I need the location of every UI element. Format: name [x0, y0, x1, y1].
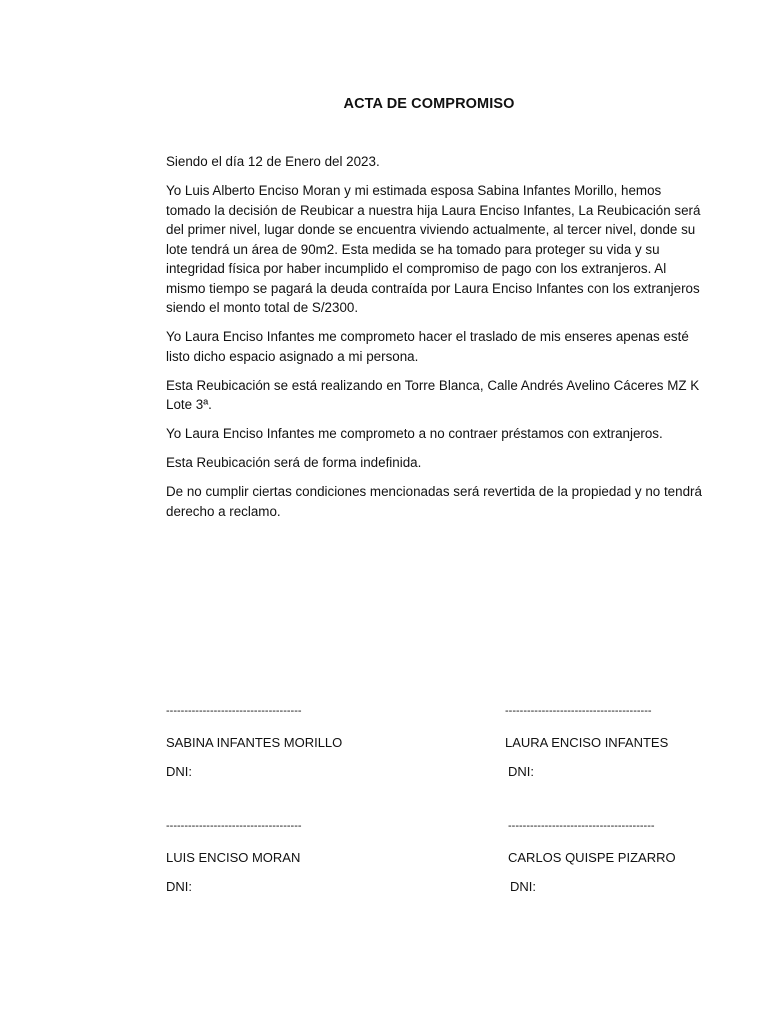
signature-block-sabina — [166, 703, 343, 780]
paragraph-location: Esta Reubicación se está realizando en Torre Blanca, Calle Andrés Avelino Cáceres MZ K Lote 3ª. — [166, 377, 700, 412]
document-body — [166, 152, 702, 531]
dni-label: DNI: — [166, 764, 192, 779]
dni-label: DNI: — [166, 879, 192, 894]
signature-line: ------------------------------------- — [166, 705, 302, 717]
signature-line: ---------------------------------------- — [508, 820, 655, 832]
signer-name: LAURA ENCISO INFANTES — [505, 735, 669, 750]
signer-name: CARLOS QUISPE PIZARRO — [508, 850, 676, 865]
signature-line: ------------------------------------- — [166, 820, 302, 832]
paragraph-indefinite: Esta Reubicación será de forma indefinida. — [166, 455, 422, 470]
signature-block-laura — [505, 703, 691, 780]
signature-block-luis — [166, 818, 338, 895]
paragraph-commitment-loans: Yo Laura Enciso Infantes me comprometo a no contraer préstamos con extranjeros. — [166, 426, 663, 441]
signature-block-carlos — [508, 818, 694, 895]
signature-line: ---------------------------------------- — [505, 705, 652, 717]
paragraph-commitment-move: Yo Laura Enciso Infantes me comprometo hacer el traslado de mis enseres apenas esté listo dicho espacio asignado a mi persona. — [166, 329, 689, 364]
document-title: ACTA DE COMPROMISO — [343, 96, 515, 112]
dni-label: DNI: — [510, 879, 536, 894]
paragraph-decision: Yo Luis Alberto Enciso Moran y mi estimada esposa Sabina Infantes Morillo, hemos tomado la decisión de Reubicar a nuestra hija Laura Enciso Infantes, La Reubicación será del primer nivel, lugar donde se encuentra viviendo actualmente, al tercer nivel, donde su lote tendrá un área de 90m2. Esta medida se ha tomado para proteger su vida y su integridad física por haber incumplido el compromiso de pago con los extranjeros. Al mismo tiempo se pagará la deuda contraída por Laura Enciso Infantes con los extranjeros siendo el monto total de S/2300. — [166, 183, 701, 315]
signer-name: LUIS ENCISO MORAN — [166, 850, 301, 865]
signer-name: SABINA INFANTES MORILLO — [166, 735, 343, 750]
dni-label: DNI: — [508, 764, 534, 779]
paragraph-date: Siendo el día 12 de Enero del 2023. — [166, 154, 380, 169]
paragraph-conditions: De no cumplir ciertas condiciones mencionadas será revertida de la propiedad y no tendrá derecho a reclamo. — [166, 484, 702, 519]
